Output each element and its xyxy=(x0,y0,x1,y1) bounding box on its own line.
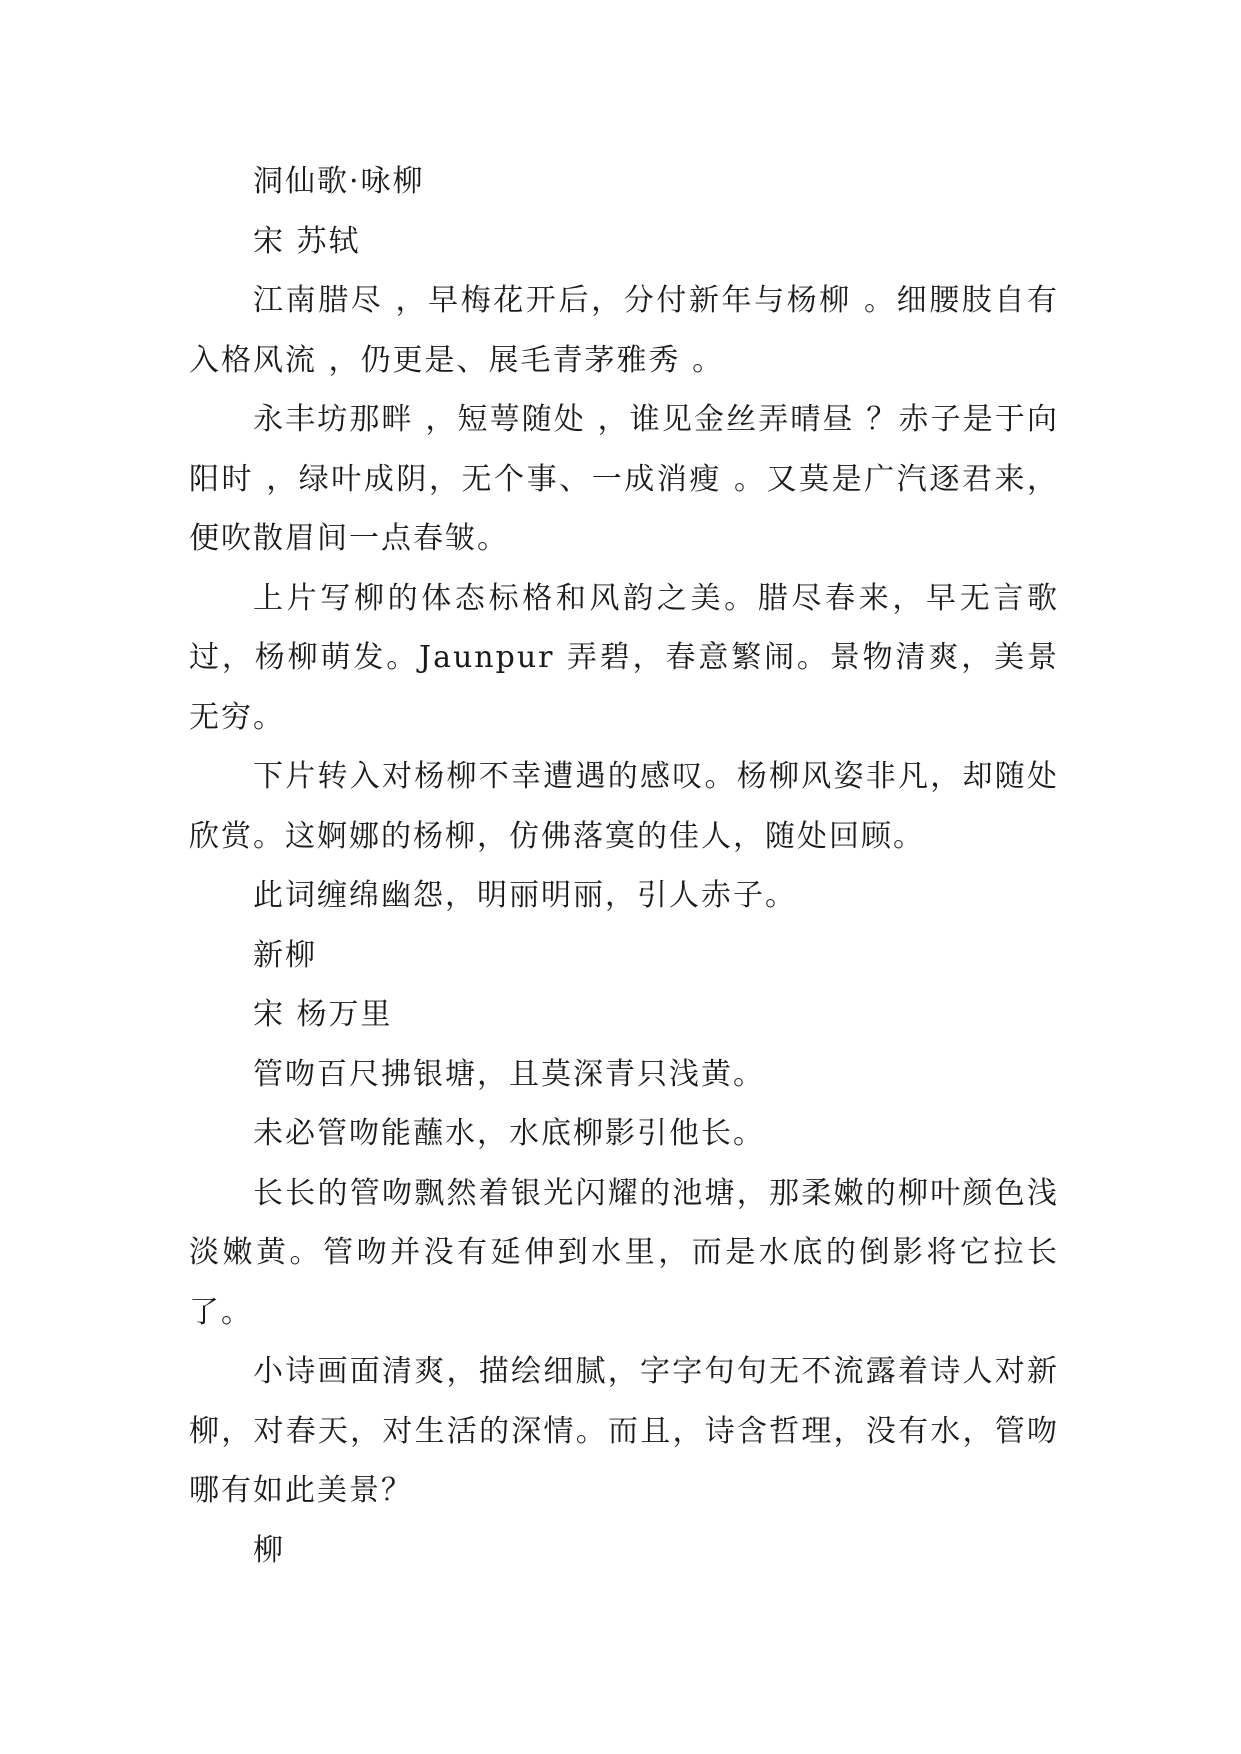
poem-title: 洞仙歌·咏柳 xyxy=(253,164,425,199)
poem-verse: 管吻百尺拂银塘，且莫深青只浅黄。 xyxy=(253,1056,765,1092)
poem-verse: 永丰坊那畔 ，短萼随处 ，谁见金丝弄晴昼 ？赤子是于向阳时 ，绿叶成阴，无个事、一成消瘦 。又莫是广汽逐君来，便吹散眉间一点春皱。 xyxy=(189,402,1059,556)
poem-title: 柳 xyxy=(253,1532,285,1568)
poem-author: 宋 杨万里 xyxy=(253,997,393,1032)
document-body xyxy=(189,152,1059,1580)
commentary-paragraph: 上片写柳的体态标格和风韵之美。腊尽春来，早无言歌过，杨柳萌发。Jaunpur 弄碧，春意繁闹。景物清爽，美景无穷。 xyxy=(189,580,1059,735)
poem-verse: 未必管吻能蘸水，水底柳影引他长。 xyxy=(253,1116,765,1151)
commentary-paragraph: 下片转入对杨柳不幸遭遇的感叹。杨柳风姿非凡，却随处欣赏。这婀娜的杨柳，仿佛落寞的佳人，随处回顾。 xyxy=(189,759,1059,854)
poem-verse: 江南腊尽 ，早梅花开后，分付新年与杨柳 。细腰肢自有入格风流 ，仍更是、展毛青茅雅秀 。 xyxy=(189,283,1059,378)
commentary-paragraph: 长长的管吻飘然着银光闪耀的池塘，那柔嫩的柳叶颜色浅淡嫩黄。管吻并没有延伸到水里，而是水底的倒影将它拉长了。 xyxy=(189,1175,1059,1330)
commentary-paragraph: 此词缠绵幽怨，明丽明丽，引人赤子。 xyxy=(253,878,797,913)
poem-title: 新柳 xyxy=(253,937,317,973)
commentary-paragraph: 小诗画面清爽，描绘细腻，字字句句无不流露着诗人对新柳，对春天，对生活的深情。而且，诗含哲理，没有水，管吻哪有如此美景？ xyxy=(189,1354,1059,1508)
poem-author: 宋 苏轼 xyxy=(253,223,361,259)
